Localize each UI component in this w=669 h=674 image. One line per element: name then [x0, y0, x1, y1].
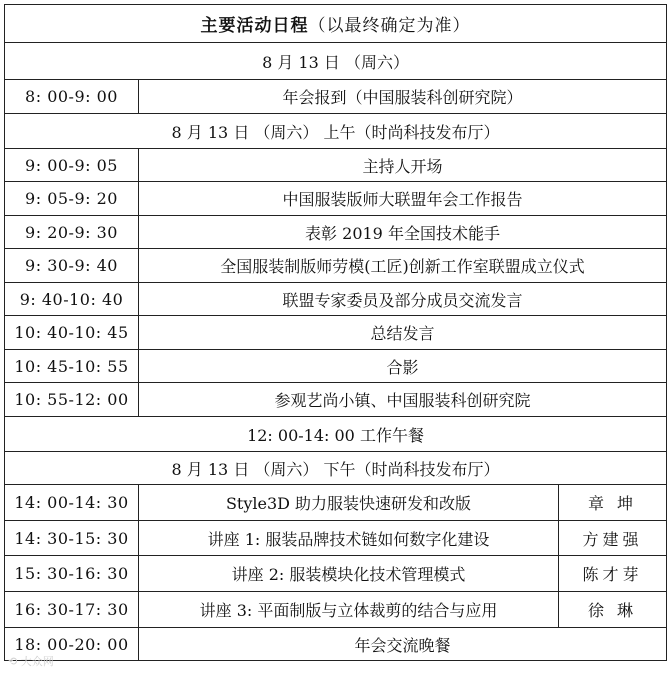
watermark-logo: ⟲ 大众网: [8, 655, 54, 668]
time-cell: 18: 00-20: 00: [5, 628, 139, 661]
talk-row: [5, 485, 667, 521]
title-note: （以最终确定为准）: [308, 16, 471, 36]
section-row: [5, 114, 667, 149]
event-cell: 表彰 2019 年全国技术能手: [139, 216, 667, 249]
event-cell: 联盟专家委员及部分成员交流发言: [139, 283, 667, 316]
event-cell: 全国服装制版师劳模(工匠)创新工作室联盟成立仪式: [139, 249, 667, 283]
section-header: 8 月 13 日 （周六）: [5, 43, 667, 80]
time-cell: 10: 45-10: 55: [5, 350, 139, 383]
section-row: [5, 452, 667, 485]
event-cell: 中国服装版师大联盟年会工作报告: [139, 182, 667, 216]
section-row: [5, 417, 667, 452]
schedule-row: [5, 80, 667, 114]
speaker-cell: 徐 琳: [559, 592, 667, 628]
time-cell: 8: 00-9: 00: [5, 80, 139, 114]
section-header: 12: 00-14: 00 工作午餐: [5, 417, 667, 452]
schedule-row: [5, 283, 667, 316]
section-row: [5, 43, 667, 80]
schedule-row: [5, 383, 667, 417]
event-cell: 讲座 2: 服装模块化技术管理模式: [139, 556, 559, 592]
time-cell: 14: 00-14: 30: [5, 485, 139, 521]
schedule-row: [5, 216, 667, 249]
time-cell: 15: 30-16: 30: [5, 556, 139, 592]
schedule-row: [5, 316, 667, 350]
event-cell: 参观艺尚小镇、中国服装科创研究院: [139, 383, 667, 417]
time-cell: 9: 05-9: 20: [5, 182, 139, 216]
schedule-row: [5, 149, 667, 182]
section-header: 8 月 13 日 （周六） 上午（时尚科技发布厅）: [5, 114, 667, 149]
event-cell: 年会报到（中国服装科创研究院）: [139, 80, 667, 114]
talk-row: [5, 556, 667, 592]
schedule-table: [4, 4, 667, 661]
time-cell: 16: 30-17: 30: [5, 592, 139, 628]
section-header: 8 月 13 日 （周六） 下午（时尚科技发布厅）: [5, 452, 667, 485]
speaker-cell: 方建强: [559, 521, 667, 556]
time-cell: 14: 30-15: 30: [5, 521, 139, 556]
talk-row: [5, 521, 667, 556]
speaker-cell: 陈才芽: [559, 556, 667, 592]
event-cell: Style3D 助力服装快速研发和改版: [139, 485, 559, 521]
time-cell: 9: 40-10: 40: [5, 283, 139, 316]
title-main: 主要活动日程: [200, 16, 309, 36]
schedule-row: [5, 628, 667, 661]
schedule-row: [5, 249, 667, 283]
watermark-text: 大众网: [20, 655, 54, 668]
talk-row: [5, 592, 667, 628]
event-cell: 年会交流晚餐: [139, 628, 667, 661]
schedule-row: [5, 182, 667, 216]
event-cell: 主持人开场: [139, 149, 667, 182]
time-cell: 10: 40-10: 45: [5, 316, 139, 350]
time-cell: 10: 55-12: 00: [5, 383, 139, 417]
speaker-cell: 章 坤: [559, 485, 667, 521]
event-cell: 总结发言: [139, 316, 667, 350]
time-cell: 9: 00-9: 05: [5, 149, 139, 182]
time-cell: 9: 30-9: 40: [5, 249, 139, 283]
time-cell: 9: 20-9: 30: [5, 216, 139, 249]
schedule-row: [5, 350, 667, 383]
title-row: [5, 5, 667, 43]
event-cell: 合影: [139, 350, 667, 383]
schedule-title: [5, 5, 667, 43]
event-cell: 讲座 1: 服装品牌技术链如何数字化建设: [139, 521, 559, 556]
event-cell: 讲座 3: 平面制版与立体裁剪的结合与应用: [139, 592, 559, 628]
